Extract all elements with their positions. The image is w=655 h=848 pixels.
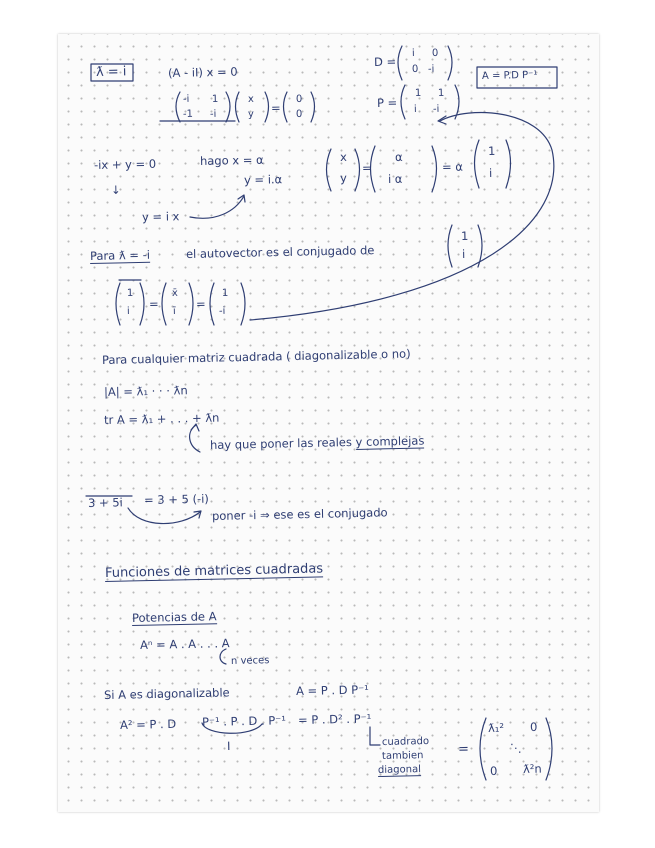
paren	[311, 92, 315, 122]
trace-formula: tr A = ƛ₁ + . . . + ƛn	[103, 410, 220, 427]
vector-cell: 0	[295, 108, 303, 120]
subsection-title: Potencias de A	[131, 609, 217, 625]
matrix-cell: 1	[211, 93, 219, 105]
paren	[327, 149, 332, 191]
paren	[398, 46, 402, 80]
vector-cell: 1	[460, 228, 469, 243]
lambda-value: ƛ = i	[95, 64, 127, 80]
matrix-cell: 1	[437, 87, 445, 99]
paren	[236, 92, 240, 122]
paren	[116, 283, 120, 325]
paren	[448, 46, 452, 80]
y-expression: y = i.α	[243, 172, 283, 187]
arrow	[370, 727, 380, 745]
square-result: = P . D² . P⁻¹	[297, 711, 372, 727]
matrix-cell: ƛ₁²	[487, 720, 505, 735]
vector-cell: x̄	[171, 287, 179, 299]
matrix-cell: i	[411, 47, 415, 59]
paren	[546, 718, 552, 780]
complex-number: 3 + 5i	[87, 495, 123, 510]
y-equals-ix: y = i x	[141, 209, 180, 224]
vector-cell: i α	[387, 171, 403, 186]
arrow	[128, 508, 200, 524]
matrix-dots: ⋱	[509, 740, 522, 755]
paren	[355, 149, 360, 191]
section-note-heading: Para cualquier matriz cuadrada ( diagonalizable o no)	[101, 346, 411, 367]
matrix-cell: 0	[529, 719, 538, 734]
equation-row: -ix + y = 0	[93, 156, 157, 172]
determinant-formula: |A| = ƛ₁ · · · ƛn	[103, 383, 188, 399]
paren	[475, 140, 480, 188]
diagonalization-formula: A = P.D P⁻¹	[481, 69, 538, 82]
paren	[140, 283, 144, 325]
matrix-cell: ƛ²n	[522, 761, 542, 776]
paren	[448, 225, 452, 267]
equals: =	[148, 296, 159, 311]
matrix-cell: 0	[411, 63, 419, 75]
vector-cell: 1	[487, 143, 496, 158]
vector-cell: -i	[218, 305, 226, 317]
conjugate-note: poner -i ⇒ ese es el conjugado	[211, 505, 388, 523]
vector-cell: i	[488, 165, 493, 180]
equals: =	[361, 160, 372, 175]
power-formula: Aⁿ = A . A . . . A	[139, 636, 230, 652]
conjugate-statement: el autovector es el conjugado de	[185, 243, 375, 261]
n-times-note: n veces	[230, 655, 270, 667]
vector-cell: x	[339, 149, 347, 164]
matrix-cell: i	[413, 103, 417, 115]
matrix-cell: -1	[182, 108, 194, 120]
matrix-cell: -i	[432, 103, 440, 115]
note-square: cuadrado	[381, 736, 430, 748]
trace-note-b: y complejas	[355, 433, 425, 449]
eigen-equation: (A - iI) x = 0	[167, 64, 238, 80]
paren	[226, 92, 230, 122]
paren	[506, 140, 511, 188]
substitution: hago x = α	[199, 152, 264, 168]
vector-cell: α	[394, 149, 403, 164]
matrix-cell: -i	[427, 63, 435, 75]
diagonalizable-line: Si A es diagonalizable	[103, 685, 230, 702]
vector-cell: 1	[221, 287, 229, 299]
vector-cell: i	[461, 246, 466, 261]
for-lambda-minus-i: Para ƛ = -i	[89, 247, 151, 263]
matrix-cell: 1	[414, 87, 422, 99]
vector-cell: 1	[126, 287, 134, 299]
curve-arrow	[250, 113, 554, 320]
paren	[176, 92, 180, 122]
vector-cell: x	[247, 93, 255, 105]
conjugate-result: = 3 + 5 (-i)	[143, 491, 209, 507]
equals: =	[195, 296, 206, 311]
square-formula: A² = P . D	[119, 716, 177, 732]
note-diagonal: diagonal	[377, 764, 422, 776]
vector-cell: ī	[172, 305, 176, 317]
paren	[265, 92, 269, 122]
paren	[189, 283, 193, 325]
section-title: Funciones de matrices cuadradas	[104, 561, 324, 581]
equals: =	[457, 741, 470, 757]
paren	[401, 85, 405, 119]
paren	[455, 85, 459, 119]
trace-note-a: hay que poner las reales	[209, 435, 353, 452]
vector-cell: y	[247, 108, 255, 120]
paren	[241, 283, 245, 325]
note-also: tambien	[381, 750, 424, 762]
vector-cell: 0	[295, 93, 303, 105]
paren	[162, 283, 166, 325]
identity-label: I	[226, 738, 231, 753]
paren	[432, 146, 437, 192]
matrix-cell: -i	[182, 93, 190, 105]
matrix-cell: -i	[209, 108, 217, 120]
matrix-cell: 0	[431, 47, 439, 59]
diagonal-formula: A = P . D P⁻¹	[295, 682, 369, 698]
alpha-factor: = α	[441, 159, 464, 174]
vector-cell: y	[339, 170, 347, 185]
paren	[210, 283, 214, 325]
paren	[284, 92, 288, 122]
p-label: P =	[376, 95, 398, 110]
equals: =	[270, 100, 281, 115]
down-arrow: ↓	[110, 182, 121, 197]
arrow	[220, 649, 226, 664]
vector-cell: i	[126, 305, 130, 317]
square-middle: P⁻¹ . P . D . P⁻¹	[201, 713, 287, 729]
paren	[480, 718, 486, 780]
d-label: D =	[373, 54, 397, 69]
matrix-cell: 0	[489, 763, 498, 778]
arrow	[190, 196, 244, 218]
